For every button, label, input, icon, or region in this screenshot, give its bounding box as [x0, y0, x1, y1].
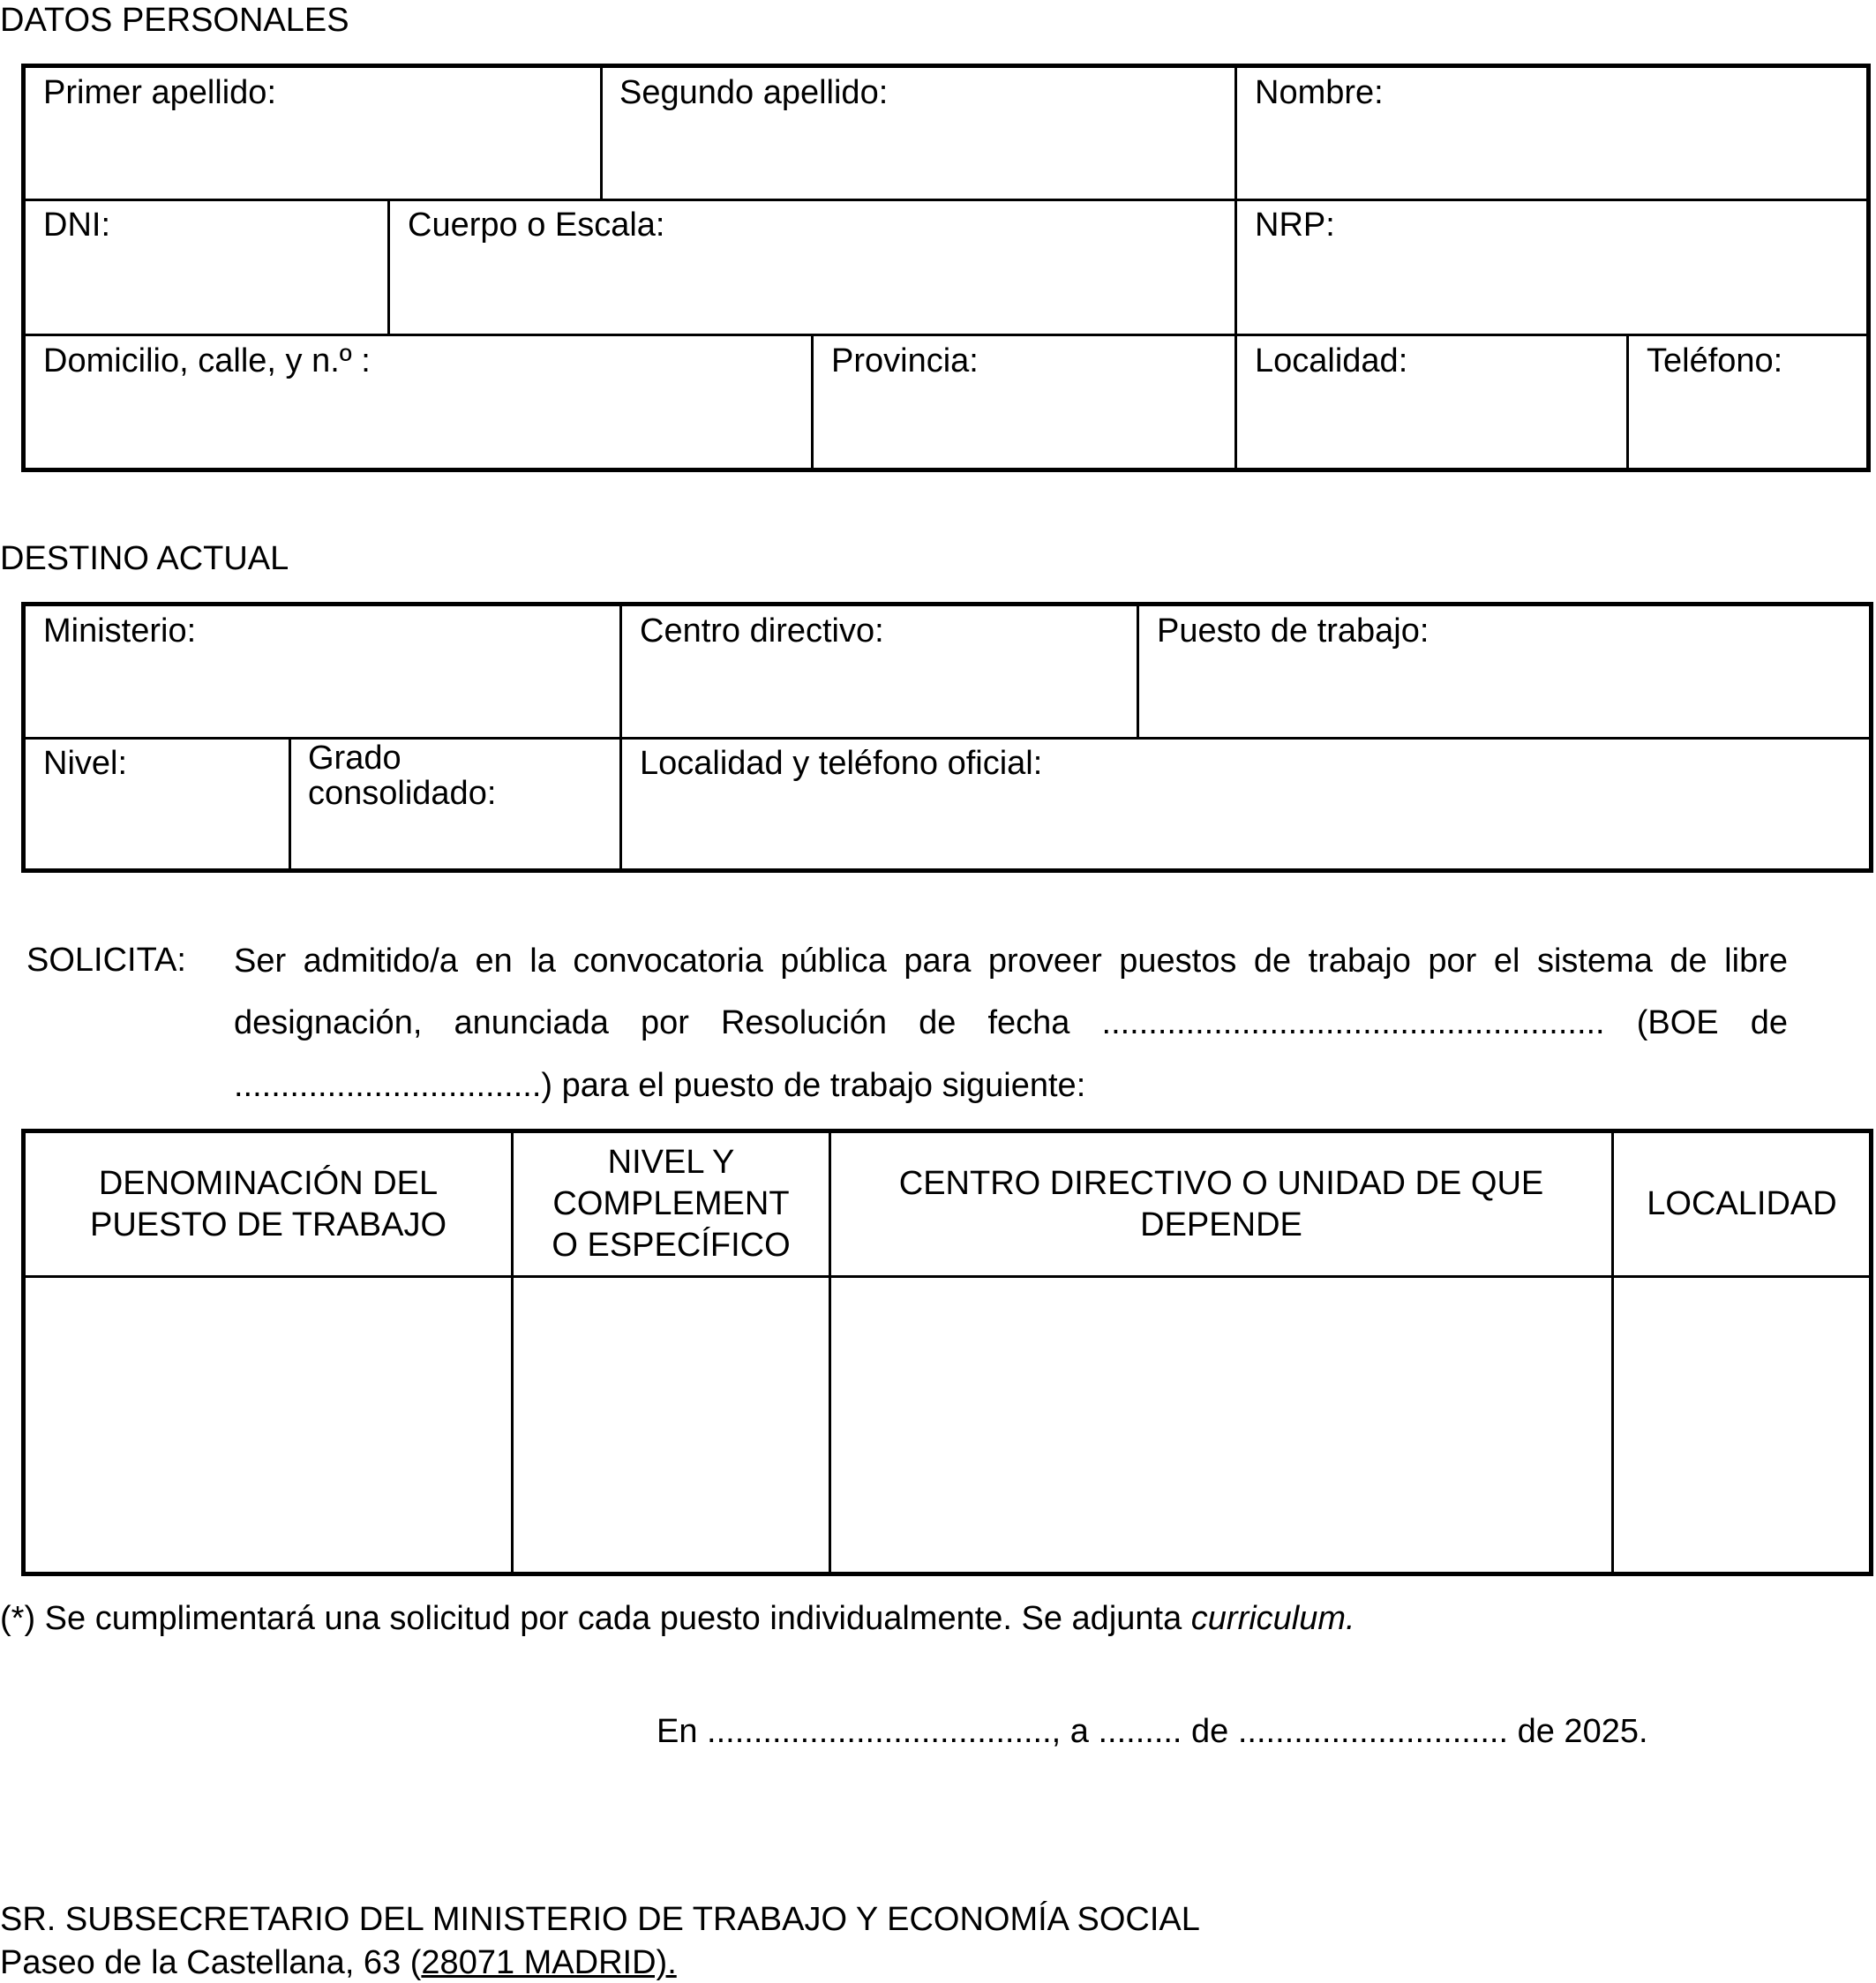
solicita-text-line3: .................................) para el puesto de trabajo siguiente:	[234, 1067, 1086, 1104]
cell-centro-input[interactable]	[831, 1278, 1611, 1574]
field-centro-directivo[interactable]: Centro directivo:	[640, 612, 884, 650]
field-segundo-apellido[interactable]: Segundo apellido:	[619, 74, 889, 111]
header-text: NIVEL Y	[607, 1144, 735, 1181]
header-text: DENOMINACIÓN DEL	[98, 1164, 439, 1202]
field-domicilio[interactable]: Domicilio, calle, y n.º :	[43, 342, 371, 379]
header-text: COMPLEMENT	[552, 1185, 790, 1222]
footnote-text: (*) Se cumplimentará una solicitud por cada puesto individualmente. Se adjunta	[0, 1600, 1191, 1637]
field-provincia[interactable]: Provincia:	[831, 342, 979, 379]
header-nivel-complemento	[514, 1133, 829, 1275]
field-localidad[interactable]: Localidad:	[1255, 342, 1408, 379]
addressee-address	[0, 1944, 677, 1982]
field-puesto-trabajo[interactable]: Puesto de trabajo:	[1157, 612, 1430, 650]
solicita-label: SOLICITA:	[26, 942, 186, 979]
field-localidad-telefono-oficial[interactable]: Localidad y teléfono oficial:	[640, 745, 1043, 782]
field-cuerpo-escala[interactable]: Cuerpo o Escala:	[408, 207, 665, 244]
header-text: PUESTO DE TRABAJO	[89, 1206, 447, 1243]
footnote	[0, 1600, 1355, 1638]
cell-nivel-input[interactable]	[514, 1278, 829, 1574]
grado-label-line2: consolidado:	[308, 775, 497, 812]
address-prefix: Paseo de la Castellana, 63 (	[0, 1944, 422, 1981]
section-title-destino-actual: DESTINO ACTUAL	[0, 540, 289, 577]
destino-actual-table	[21, 602, 1873, 873]
col-divider	[1626, 335, 1629, 469]
field-ministerio[interactable]: Ministerio:	[43, 612, 197, 650]
header-centro-directivo	[831, 1133, 1611, 1275]
solicita-text-line2: designación, anunciada por Resolución de fecha ...................................................... (BOE de	[234, 1004, 1788, 1041]
date-line: En ....................................., a ......... de ............................. de 2025.	[657, 1713, 1648, 1750]
field-grado-consolidado[interactable]	[308, 740, 496, 811]
col-divider	[811, 335, 814, 469]
cell-localidad-input[interactable]	[1614, 1278, 1870, 1574]
cell-denominacion-input[interactable]	[26, 1278, 511, 1574]
row-divider	[26, 334, 1866, 336]
header-denominacion	[26, 1133, 511, 1275]
solicita-text-line1: Ser admitido/a en la convocatoria pública para proveer puestos de trabajo por el sistema de libre	[234, 943, 1788, 980]
section-title-datos-personales: DATOS PERSONALES	[0, 2, 349, 39]
address-postal: 28071 MADRID).	[421, 1944, 677, 1981]
addressee-title: SR. SUBSECRETARIO DEL MINISTERIO DE TRABAJO Y ECONOMÍA SOCIAL	[0, 1901, 1200, 1938]
col-divider	[289, 739, 291, 871]
footnote-italic: curriculum.	[1190, 1600, 1355, 1637]
field-dni[interactable]: DNI:	[43, 207, 110, 244]
field-nrp[interactable]: NRP:	[1255, 207, 1335, 244]
field-primer-apellido[interactable]: Primer apellido:	[43, 74, 276, 111]
col-divider	[619, 606, 622, 871]
header-text: DEPENDE	[1140, 1206, 1302, 1243]
puesto-solicitado-table	[21, 1129, 1873, 1576]
field-nombre[interactable]: Nombre:	[1255, 74, 1384, 111]
header-text: O ESPECÍFICO	[552, 1227, 791, 1264]
grado-label-line1: Grado	[308, 740, 401, 777]
col-divider	[387, 200, 390, 335]
header-localidad: LOCALIDAD	[1647, 1185, 1837, 1222]
field-nivel[interactable]: Nivel:	[43, 745, 128, 782]
header-text: CENTRO DIRECTIVO O UNIDAD DE QUE	[898, 1164, 1544, 1202]
col-divider	[600, 68, 603, 200]
field-telefono[interactable]: Teléfono:	[1647, 342, 1783, 379]
row-divider	[26, 199, 1866, 201]
datos-personales-table	[21, 64, 1871, 472]
row-divider	[26, 737, 1869, 740]
col-divider	[1137, 606, 1139, 739]
col-divider	[1234, 68, 1237, 469]
